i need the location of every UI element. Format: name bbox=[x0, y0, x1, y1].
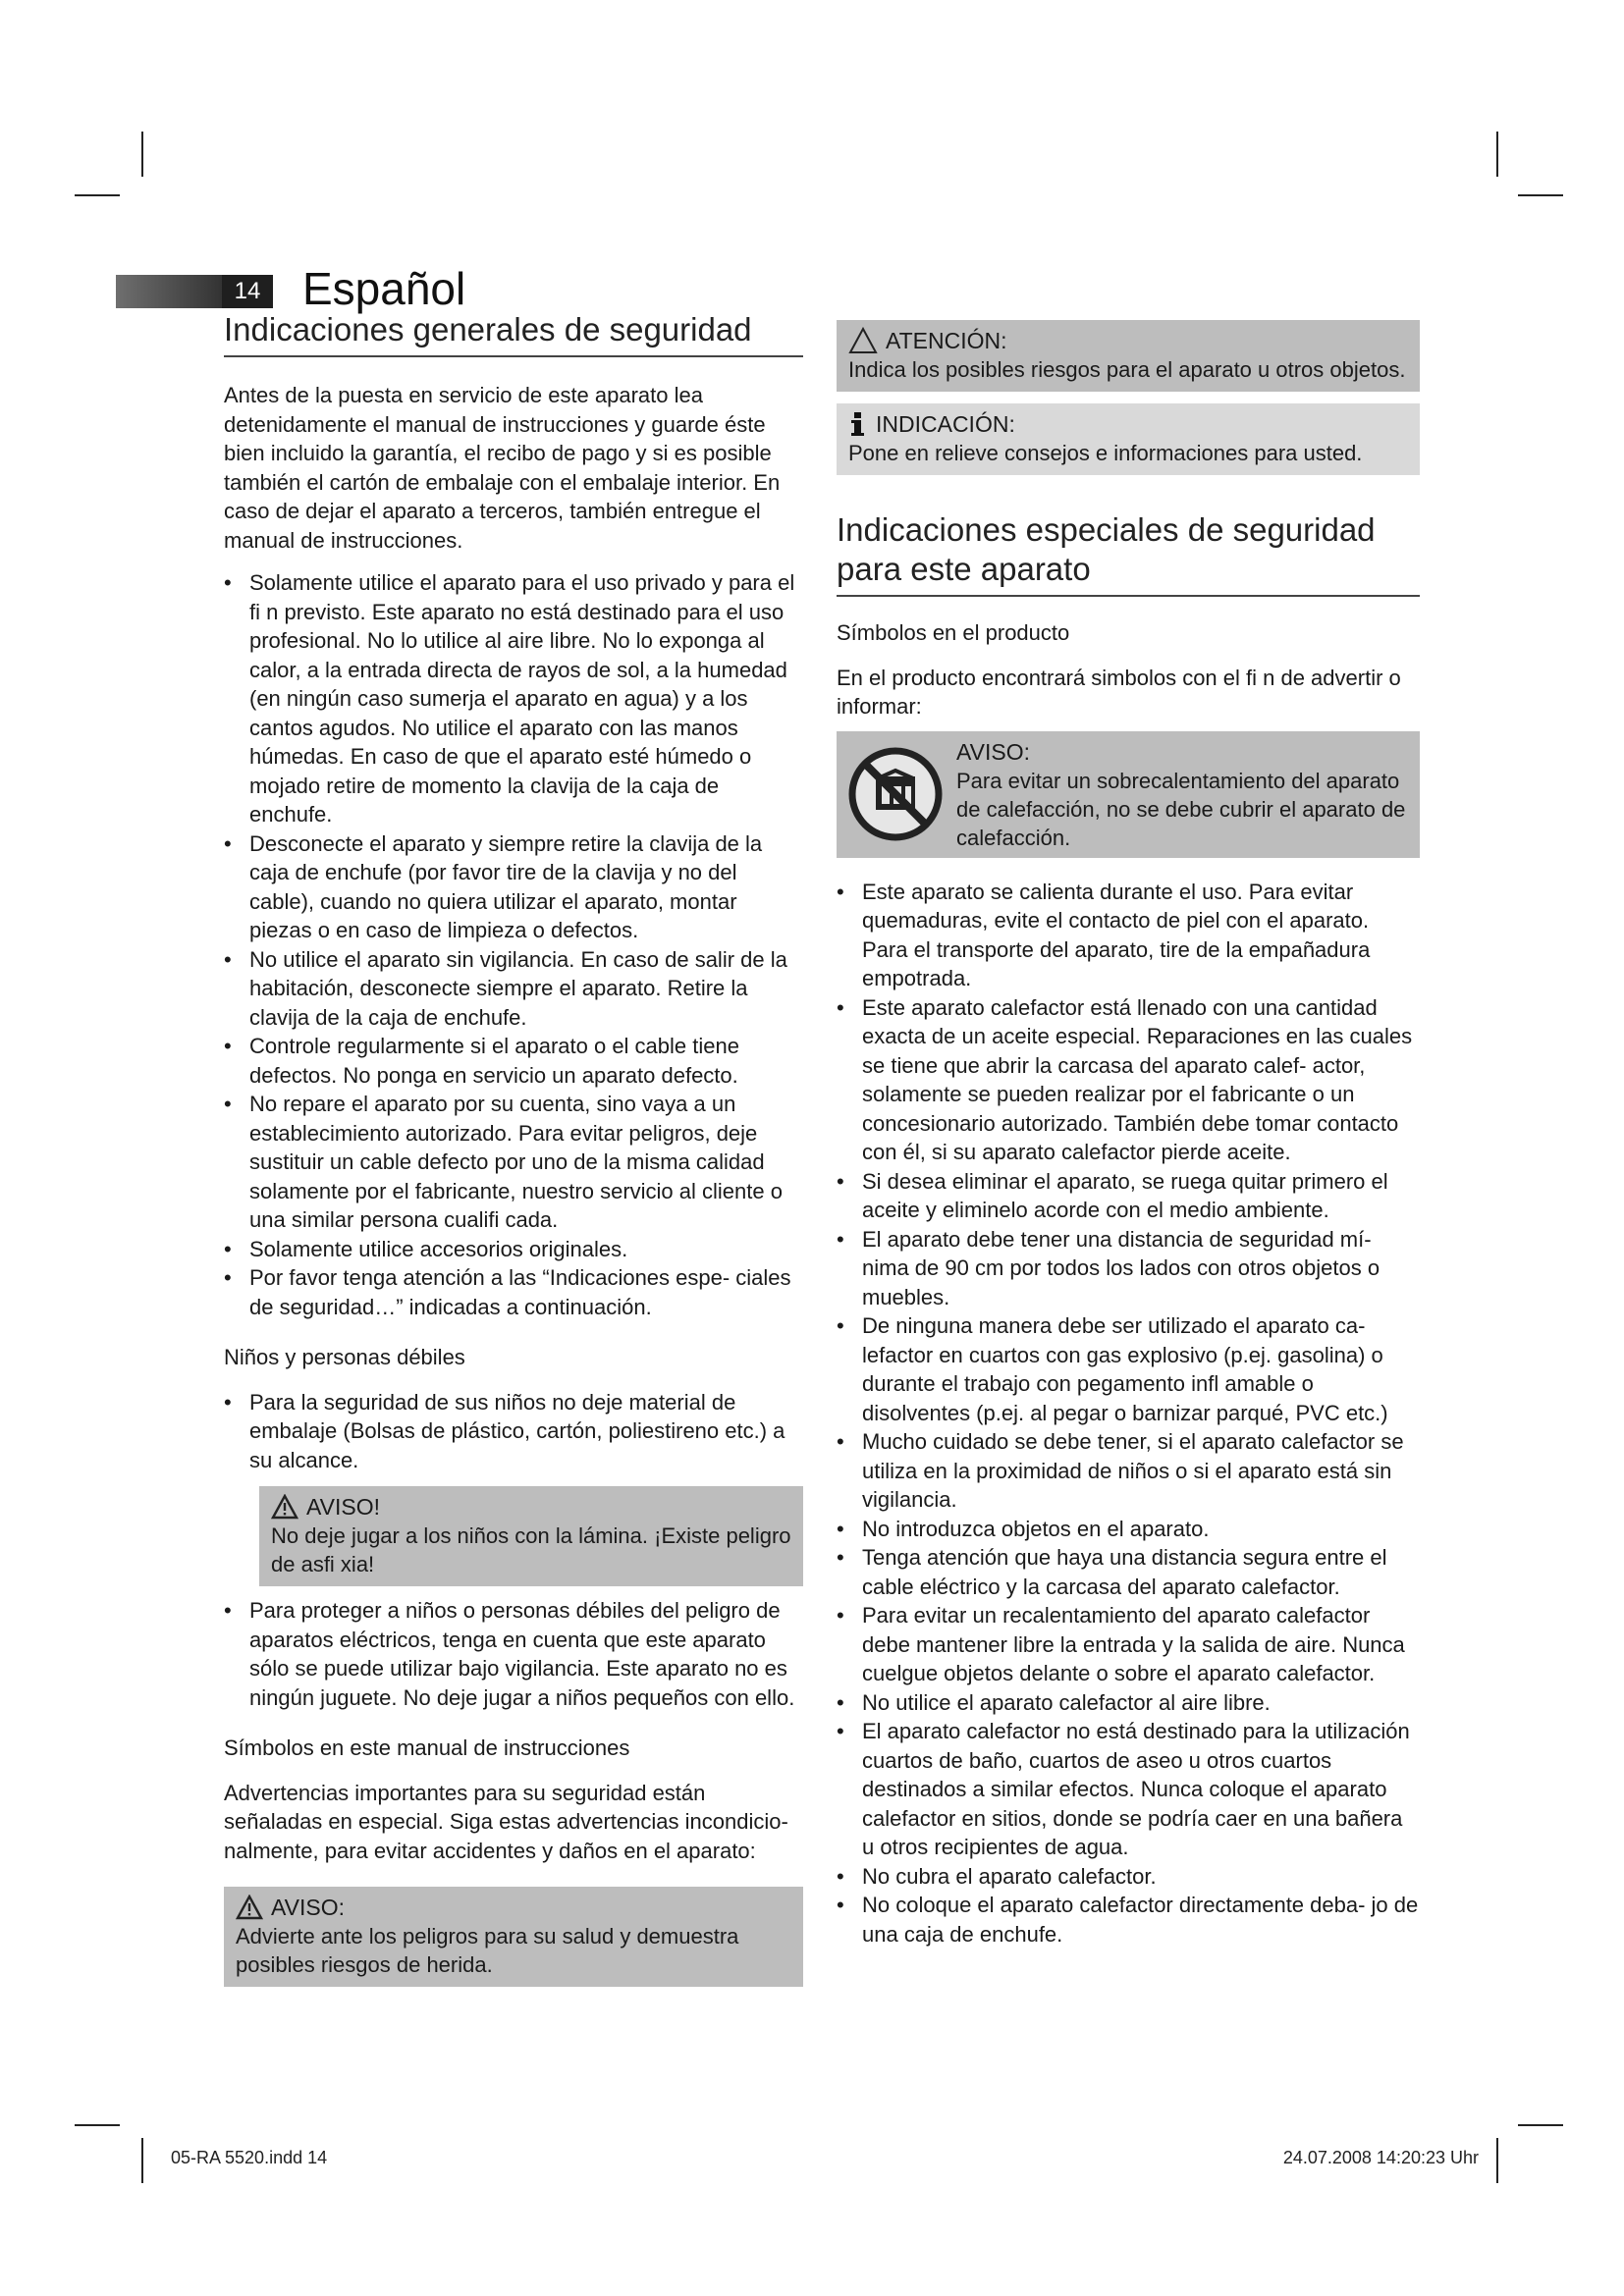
list-item: • No utilice el aparato sin vigilancia. En caso de salir de la habitación, desconecte siempre el aparato. Retire la clavija de la caja de enchufe. bbox=[224, 945, 803, 1033]
children-list-2 bbox=[224, 1596, 803, 1712]
heading-children: Niños y personas débiles bbox=[224, 1345, 465, 1369]
crop-mark bbox=[141, 132, 143, 177]
indicacion-title: INDICACIÓN: bbox=[876, 411, 1015, 437]
warning-text: No deje jugar a los niños con la lámina. ¡Existe peligro de asfi xia! bbox=[271, 1523, 791, 1576]
caution-triangle-icon bbox=[848, 327, 878, 354]
do-not-cover-icon bbox=[848, 747, 943, 841]
list-item: • Este aparato calefactor está llenado con una cantidad exacta de un aceite especial. Reparaciones en las cuales se tiene que abrir la carcasa del aparato calef- actor, solamente se pueden realizar por el fabricante o un concesionario autorizado. También debe tomar contacto con él, si su aparato calefactor pierde aceite. bbox=[837, 993, 1420, 1167]
page-number: 14 bbox=[222, 275, 273, 308]
atencion-title: ATENCIÓN: bbox=[886, 328, 1007, 353]
section-title-general-safety: Indicaciones generales de seguridad bbox=[224, 310, 803, 357]
section-title-special-safety: Indicaciones especiales de seguridad para este aparato bbox=[837, 510, 1420, 597]
product-aviso-text: Para evitar un sobrecalentamiento del aparato de calefacción, no se debe cubrir el aparato de calefacción. bbox=[956, 768, 1406, 850]
crop-mark bbox=[1496, 132, 1498, 177]
list-item: • Para evitar un recalentamiento del aparato calefactor debe mantener libre la entrada y la salida de aire. Nunca cuelgue objetos delante o sobre el aparato calefactor. bbox=[837, 1601, 1420, 1688]
list-item: • No cubra el aparato calefactor. bbox=[837, 1862, 1420, 1892]
crop-mark bbox=[1518, 2124, 1563, 2126]
aviso-title: AVISO: bbox=[271, 1895, 345, 1920]
list-item: • No utilice el aparato calefactor al aire libre. bbox=[837, 1688, 1420, 1718]
left-column bbox=[224, 310, 803, 1987]
crop-mark bbox=[1496, 2138, 1498, 2183]
list-item: • El aparato debe tener una distancia de seguridad mí- nima de 90 cm por todos los lados con otros objetos o muebles. bbox=[837, 1225, 1420, 1312]
do-not-cover-symbol bbox=[844, 737, 947, 852]
general-safety-list bbox=[224, 568, 803, 1321]
atencion-box bbox=[837, 320, 1420, 392]
crop-mark bbox=[75, 194, 120, 196]
intro-paragraph: Antes de la puesta en servicio de este aparato lea detenidamente el manual de instrucciones y guarde éste bien incluido la garantía, el recibo de pago y si es posible también el cartón de embalaje con el embalaje interior. En caso de dejar el aparato a terceros, también entregue el manual de instrucciones. bbox=[224, 383, 781, 553]
list-item: • Este aparato se calienta durante el uso. Para evitar quemaduras, evite el contacto de piel con el aparato. Para el transporte del aparato, tire de la empañadura empotrada. bbox=[837, 878, 1420, 993]
list-item: • Para la seguridad de sus niños no deje material de embalaje (Bolsas de plástico, cartón, poliestireno etc.) a su alcance. bbox=[224, 1388, 803, 1475]
aviso-box bbox=[224, 1887, 803, 1987]
list-item: • Tenga atención que haya una distancia segura entre el cable eléctrico y la carcasa del aparato calefactor. bbox=[837, 1543, 1420, 1601]
crop-mark bbox=[75, 2124, 120, 2126]
crop-mark bbox=[1518, 194, 1563, 196]
list-item: • Por favor tenga atención a las “Indicaciones espe- ciales de seguridad…” indicadas a continuación. bbox=[224, 1263, 803, 1321]
list-item: • De ninguna manera debe ser utilizado el aparato ca- lefactor en cuartos con gas explosivo (p.ej. gasolina) o durante el trabajo con pegamento infl amable o disolventes (p.ej. al pegar o barnizar parqué, PVC etc.) bbox=[837, 1311, 1420, 1427]
indicacion-box bbox=[837, 403, 1420, 475]
aviso-text: Advierte ante los peligros para su salud y demuestra posibles riesgos de herida. bbox=[236, 1924, 739, 1977]
warning-title: AVISO! bbox=[306, 1494, 380, 1520]
list-item: • El aparato calefactor no está destinado para la utilización cuartos de baño, cuartos de aseo u otros cuartos destinados a similar efectos. Nunca coloque el aparato calefactor en sitios, donde se podría caer en una bañera u otros recipientes de agua. bbox=[837, 1717, 1420, 1862]
info-icon bbox=[848, 410, 868, 438]
list-item: • Para proteger a niños o personas débiles del peligro de aparatos eléctricos, tenga en cuenta que este aparato sólo se puede utilizar bajo vigilancia. Este aparato no es ningún juguete. No deje jugar a niños pequeños con ello. bbox=[224, 1596, 803, 1712]
list-item: • Desconecte el aparato y siempre retire la clavija de la caja de enchufe (por favor tire de la clavija y no del cable), cuando no quiera utilizar el aparato, montar piezas o en caso de limpieza o defectos. bbox=[224, 829, 803, 945]
atencion-text: Indica los posibles riesgos para el aparato u otros objetos. bbox=[848, 357, 1406, 382]
product-aviso-box bbox=[837, 731, 1420, 858]
crop-mark bbox=[141, 2138, 143, 2183]
children-warning-box bbox=[259, 1486, 803, 1586]
list-item: • Solamente utilice accesorios originales. bbox=[224, 1235, 803, 1264]
product-aviso-title: AVISO: bbox=[956, 738, 1030, 765]
page-language-title: Español bbox=[302, 263, 466, 314]
list-item: • No introduzca objetos en el aparato. bbox=[837, 1515, 1420, 1544]
header-bar bbox=[116, 275, 222, 308]
warning-triangle-icon bbox=[271, 1494, 298, 1520]
warning-triangle-icon bbox=[236, 1895, 263, 1920]
list-item: • Controle regularmente si el aparato o el cable tiene defectos. No ponga en servicio un aparato defecto. bbox=[224, 1032, 803, 1090]
list-item: • Si desea eliminar el aparato, se ruega quitar primero el aceite y eliminelo acorde con el medio ambiente. bbox=[837, 1167, 1420, 1225]
footer-datetime: 24.07.2008 14:20:23 Uhr bbox=[1282, 2148, 1479, 2167]
heading-product-symbols: Símbolos en el producto bbox=[837, 620, 1070, 645]
heading-manual-symbols: Símbolos en este manual de instrucciones bbox=[224, 1735, 630, 1760]
indicacion-text: Pone en relieve consejos e informaciones para usted. bbox=[848, 441, 1363, 465]
list-item: • No coloque el aparato calefactor directamente deba- jo de una caja de enchufe. bbox=[837, 1891, 1420, 1949]
list-item: • Mucho cuidado se debe tener, si el aparato calefactor se utiliza en la proximidad de niños o si el aparato está sin vigilancia. bbox=[837, 1427, 1420, 1515]
product-symbols-intro: En el producto encontrará simbolos con el fi n de advertir o informar: bbox=[837, 665, 1401, 719]
symbols-intro: Advertencias importantes para su seguridad están señaladas en especial. Siga estas advertencias incondicio- nalmente, para evitar accidentes y daños en el aparato: bbox=[224, 1780, 788, 1863]
footer-file: 05-RA 5520.indd 14 bbox=[171, 2148, 328, 2167]
special-safety-list bbox=[837, 878, 1420, 1949]
right-column bbox=[837, 320, 1420, 1949]
children-list bbox=[224, 1388, 803, 1475]
list-item: • No repare el aparato por su cuenta, sino vaya a un establecimiento autorizado. Para evitar peligros, deje sustituir un cable defecto por uno de la misma calidad solamente por el fabricante, nuestro servicio al cliente o una similar persona cualifi cada. bbox=[224, 1090, 803, 1235]
list-item: • Solamente utilice el aparato para el uso privado y para el fi n previsto. Este aparato no está destinado para el uso profesional. No lo utilice al aire libre. No lo exponga al calor, a la entrada directa de rayos de sol, a la humedad (en ningún caso sumerja el aparato en agua) y a los cantos agudos. No utilice el aparato con las manos húmedas. En caso de que el aparato esté húmedo o mojado retire de momento la clavija de la caja de enchufe. bbox=[224, 568, 803, 829]
